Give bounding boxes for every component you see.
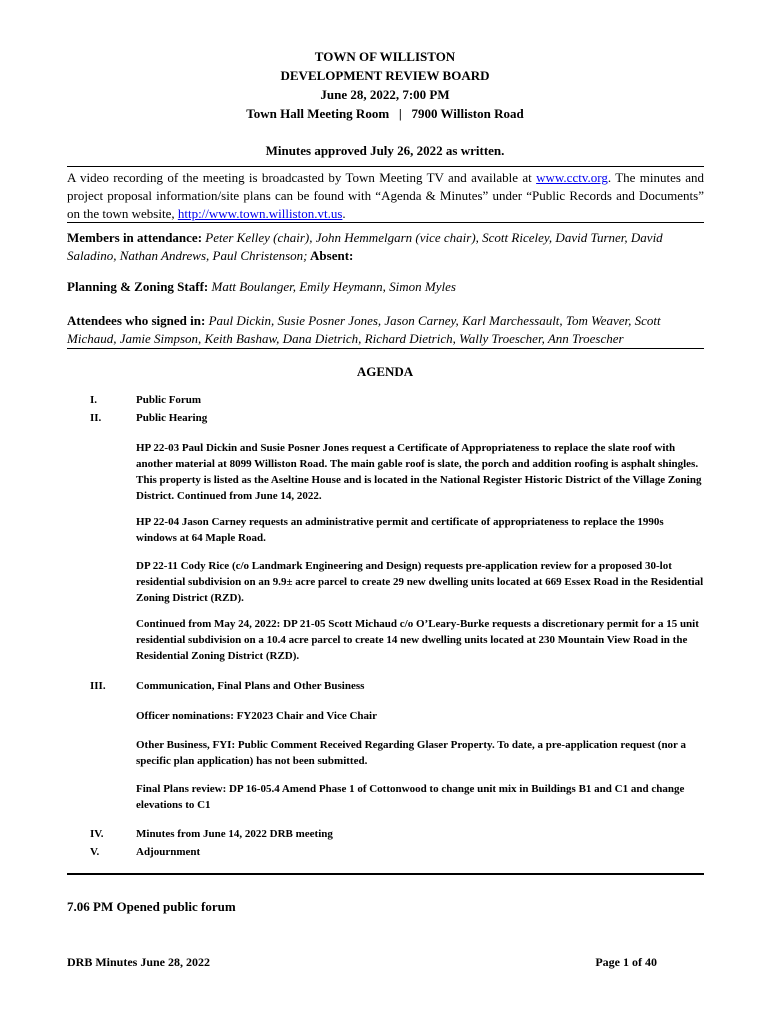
- header-date: June 28, 2022, 7:00 PM: [320, 87, 450, 102]
- staff-paragraph: [67, 278, 704, 296]
- intro-text-1: A video recording of the meeting is broadcasted by Town Meeting TV and available at: [67, 170, 537, 185]
- document-header: [0, 47, 770, 123]
- agenda-item-adjournment: Adjournment: [136, 846, 201, 858]
- header-town: TOWN OF WILLISTON: [314, 49, 456, 64]
- members-names: Peter Kelley (chair), John Hemmelgarn (vice chair), Scott Riceley, David Turner, David Saladino, Nathan Andrews, Paul Christenson;: [67, 230, 663, 263]
- intro-paragraph: [67, 169, 704, 223]
- top-divider: [67, 166, 704, 167]
- header-board: DEVELOPMENT REVIEW BOARD: [280, 68, 490, 83]
- footer-title: DRB Minutes June 28, 2022: [67, 955, 211, 969]
- agenda-item-public-forum: Public Forum: [136, 394, 202, 406]
- cctv-link[interactable]: www.cctv.org: [536, 170, 608, 185]
- members-label: Members in attendance:: [67, 230, 203, 245]
- town-website-link[interactable]: http://www.town.williston.vt.us: [177, 206, 343, 221]
- agenda-item-public-hearing: Public Hearing: [136, 412, 208, 424]
- attendees-names: Paul Dickin, Susie Posner Jones, Jason Carney, Karl Marchessault, Tom Weaver, Scott Michaud, Jamie Simpson, Keith Bashaw, Dana Dietrich, Richard Dietrich, Wally Troescher, Ann Troescher: [67, 313, 661, 346]
- agenda-final-plans: Final Plans review: DP 16-05.4 Amend Phase 1 of Cottonwood to change unit mix in Buildings B1 and C1 and change elevations to C1: [136, 783, 685, 811]
- opened-public-forum: 7.06 PM Opened public forum: [67, 899, 236, 914]
- agenda-numeral-5: V.: [90, 846, 100, 858]
- agenda-item-minutes: Minutes from June 14, 2022 DRB meeting: [136, 828, 333, 840]
- attendees-label: Attendees who signed in:: [67, 313, 206, 328]
- agenda-hp-22-03: HP 22-03 Paul Dickin and Susie Posner Jones request a Certificate of Appropriateness to replace the slate roof with another material at 8099 Williston Road. The main gable roof is slate, the porch and addition roofing is asphalt shingles. This property is listed as the Aseltine House and is located in the National Register Historic District of the Village Zoning District. Continued from June 14, 2022.: [136, 442, 702, 502]
- page-number: Page 1 of 40: [595, 955, 657, 969]
- agenda-numeral-3: III.: [90, 680, 106, 692]
- agenda-hp-22-04: HP 22-04 Jason Carney requests an administrative permit and certificate of appropriateness to replace the 1990s windows at 64 Maple Road.: [136, 516, 664, 544]
- agenda-dp-21-05: Continued from May 24, 2022: DP 21-05 Scott Michaud c/o O’Leary-Burke requests a discretionary permit for a 15 unit residential subdivision on a 10.4 acre parcel to create 14 new dwelling units located at 230 Mountain View Road in the Residential Zoning District (RZD).: [136, 618, 699, 662]
- agenda-dp-22-11: DP 22-11 Cody Rice (c/o Landmark Engineering and Design) requests pre-application review for a proposed 30-lot residential subdivision on an 9.9± acre parcel to create 29 new dwelling units located at 669 Essex Road in the Residential Zoning District (RZD).: [136, 560, 704, 604]
- staff-names: Matt Boulanger, Emily Heymann, Simon Myles: [208, 279, 456, 294]
- agenda-numeral-1: I.: [90, 394, 98, 406]
- intro-text-2: . The minutes and project proposal information/site plans can be found with “Agenda & Minutes” under “Public Records and Documents” on the town website,: [67, 170, 704, 221]
- agenda-officer-nominations: Officer nominations: FY2023 Chair and Vice Chair: [136, 710, 377, 722]
- agenda-title: AGENDA: [356, 364, 414, 379]
- agenda-divider: [67, 873, 704, 875]
- header-location: Town Hall Meeting Room | 7900 Williston Road: [246, 106, 524, 121]
- approval-note: Minutes approved July 26, 2022 as written.: [265, 143, 505, 158]
- attendees-paragraph: [67, 312, 704, 348]
- agenda-numeral-4: IV.: [90, 828, 104, 840]
- staff-label: Planning & Zoning Staff:: [67, 279, 209, 294]
- intro-text-3: .: [342, 206, 346, 221]
- absent-label: Absent:: [307, 248, 354, 263]
- attendees-divider: [67, 348, 704, 349]
- agenda-item-communication: Communication, Final Plans and Other Business: [136, 680, 365, 692]
- agenda-numeral-2: II.: [90, 412, 102, 424]
- members-paragraph: [67, 229, 704, 265]
- agenda-other-business: Other Business, FYI: Public Comment Received Regarding Glaser Property. To date, a pre-application request (nor a specific plan application) has not been submitted.: [136, 739, 686, 767]
- intro-divider: [67, 222, 704, 223]
